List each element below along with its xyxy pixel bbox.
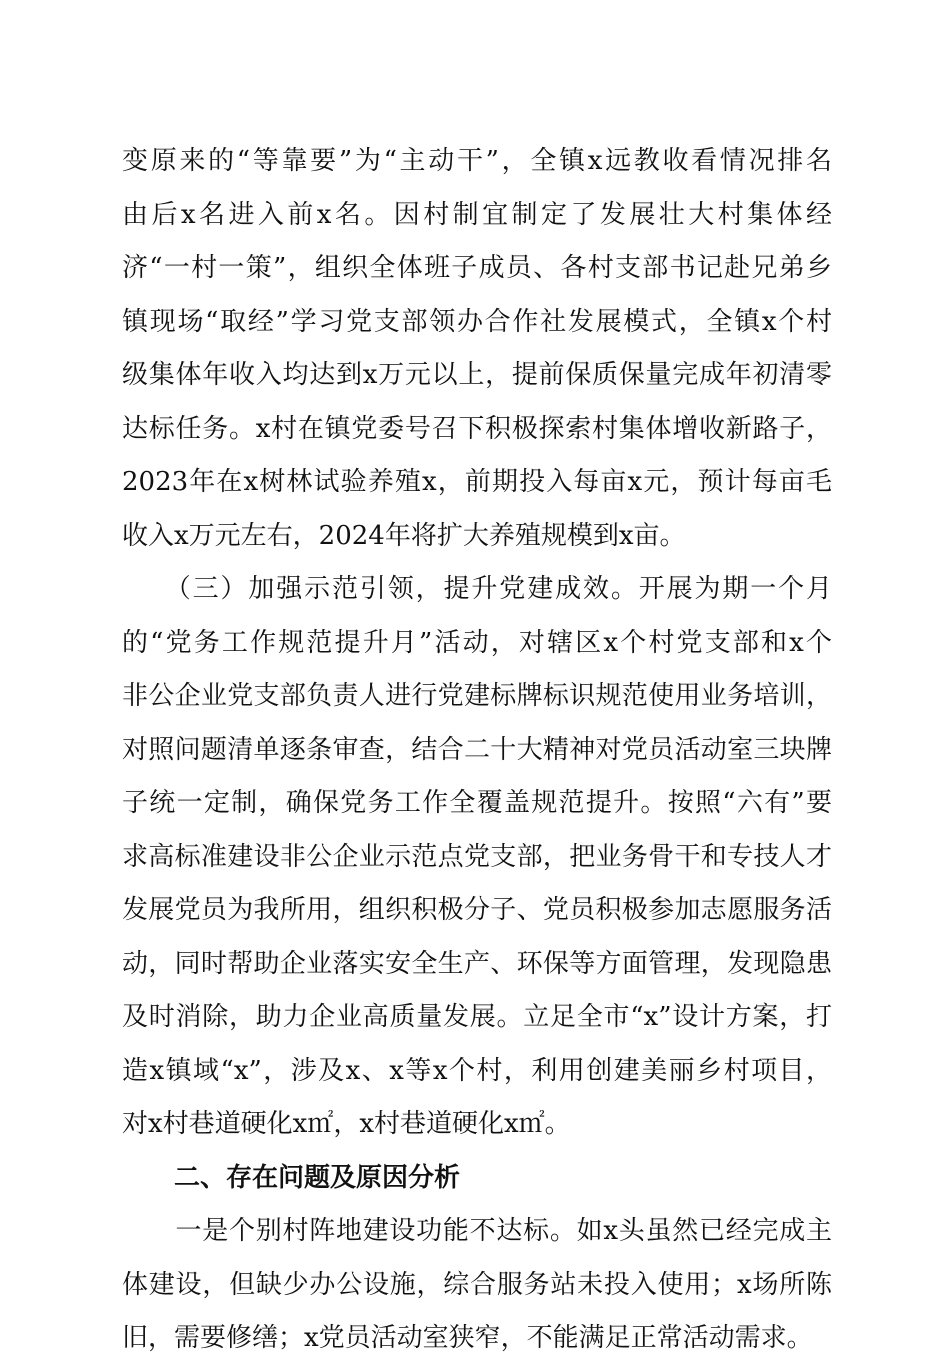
body-line: 子统一定制，确保党务工作全覆盖规范提升。按照“六有”要 <box>122 788 832 818</box>
body-line: 镇现场“取经”学习党支部领办合作社发展模式，全镇x个村 <box>122 306 832 337</box>
body-line: 体建设，但缺少办公设施，综合服务站未投入使用；x场所陈 <box>122 1269 832 1300</box>
body-line: 及时消除，助力企业高质量发展。立足全市“x”设计方案，打 <box>122 1002 832 1032</box>
body-line: 收入x万元左右，2024年将扩大养殖规模到x亩。 <box>122 520 686 551</box>
body-line: 变原来的“等靠要”为“主动干”，全镇x远教收看情况排名 <box>122 146 832 176</box>
body-line: 一是个别村阵地建设功能不达标。如x头虽然已经完成主 <box>122 1216 832 1246</box>
body-line: 非公企业党支部负责人进行党建标牌标识规范使用业务培训， <box>122 681 832 711</box>
section-lead-line: （三）加强示范引领，提升党建成效。开展为期一个月 <box>122 574 832 604</box>
body-line: 达标任务。x村在镇党委号召下积极探索村集体增收新路子， <box>122 413 832 444</box>
body-line: 动，同时帮助企业落实安全生产、环保等方面管理，发现隐患 <box>122 948 832 979</box>
body-line: 2023年在x树林试验养殖x，前期投入每亩x元，预计每亩毛 <box>122 467 832 497</box>
body-line: 发展党员为我所用，组织积极分子、党员积极参加志愿服务活 <box>122 895 832 925</box>
body-line: 济“一村一策”，组织全体班子成员、各村支部书记赴兄弟乡 <box>122 253 832 283</box>
body-line: 级集体年收入均达到x万元以上，提前保质保量完成年初清零 <box>122 360 832 390</box>
body-line: 造x镇域“x”，涉及x、x等x个村，利用创建美丽乡村项目， <box>122 1055 832 1086</box>
body-line: 由后x名进入前x名。因村制宜制定了发展壮大村集体经 <box>122 199 832 230</box>
body-line: 对照问题清单逐条审查，结合二十大精神对党员活动室三块牌 <box>122 734 832 765</box>
section-heading: 二、存在问题及原因分析 <box>122 1162 461 1193</box>
body-line: 的“党务工作规范提升月”活动，对辖区x个村党支部和x个 <box>122 627 832 658</box>
body-line: 旧，需要修缮；x党员活动室狭窄，不能满足正常活动需求。 <box>122 1323 813 1353</box>
body-line: 对x村巷道硬化x㎡，x村巷道硬化x㎡。 <box>122 1109 571 1139</box>
body-line: 求高标准建设非公企业示范点党支部，把业务骨干和专技人才 <box>122 841 832 872</box>
